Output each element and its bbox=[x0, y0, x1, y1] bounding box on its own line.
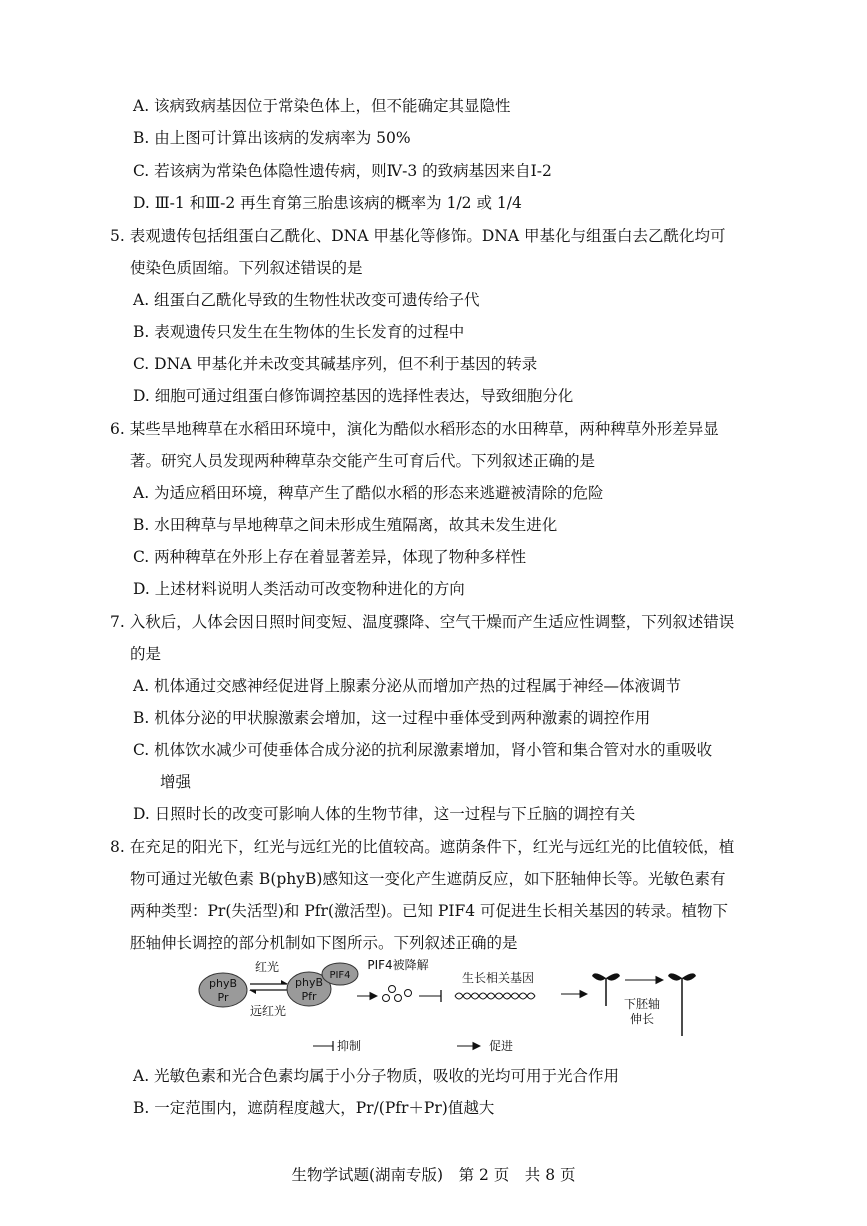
pif4-degraded-label: PIF4被降解 bbox=[367, 958, 429, 972]
phyb-pr-label-bottom: Pr bbox=[217, 991, 229, 1004]
red-light-label: 红光 bbox=[254, 960, 280, 974]
phyb-pr-label-top: phyB bbox=[208, 977, 238, 990]
q5-option-d: D. 细胞可通过组蛋白修饰调控基因的选择性表达，导致细胞分化 bbox=[133, 387, 574, 405]
q6-stem-line-1: 6. 某些旱地稗草在水稻田环境中，演化为酷似水稻形态的水田稗草，两种稗草外形差异显 bbox=[110, 420, 719, 438]
q4-option-a: A. 该病致病基因位于常染色体上，但不能确定其显隐性 bbox=[133, 97, 511, 115]
q5-option-b: B. 表观遗传只发生在生物体的生长发育的过程中 bbox=[133, 323, 465, 341]
q6-option-c: C. 两种稗草在外形上存在着显著差异，体现了物种多样性 bbox=[133, 548, 527, 566]
q4-option-d: D. Ⅲ-1 和Ⅲ-2 再生育第三胎患该病的概率为 1/2 或 1/4 bbox=[133, 194, 522, 212]
seedling-elongated-icon bbox=[668, 973, 696, 1036]
q5-stem-line-2: 使染色质固缩。下列叙述错误的是 bbox=[130, 259, 363, 277]
q5-option-a: A. 组蛋白乙酰化导致的生物性状改变可遗传给子代 bbox=[133, 291, 480, 309]
q8-option-b: B. 一定范围内，遮荫程度越大，Pr/(Pfr＋Pr)值越大 bbox=[133, 1099, 495, 1117]
phyb-pfr-label-bottom: Pfr bbox=[301, 990, 317, 1003]
phyb-pr-node bbox=[199, 973, 247, 1007]
q6-option-d: D. 上述材料说明人类活动可改变物种进化的方向 bbox=[133, 580, 465, 598]
legend-promote-label: 促进 bbox=[489, 1039, 514, 1053]
seedling-short-icon bbox=[592, 973, 620, 1006]
q4-option-b: B. 由上图可计算出该病的发病率为 50% bbox=[133, 129, 411, 147]
hypocotyl-label-line-2: 伸长 bbox=[629, 1012, 655, 1026]
phyb-pfr-label-top: phyB bbox=[294, 976, 324, 989]
q4-option-c: C. 若该病为常染色体隐性遗传病，则Ⅳ-3 的致病基因来自Ⅰ-2 bbox=[133, 162, 552, 180]
q8-stem-line-3: 两种类型：Pr(失活型)和 Pfr(激活型)。已知 PIF4 可促进生长相关基因的转录。植物下 bbox=[130, 902, 729, 920]
q7-option-b: B. 机体分泌的甲状腺激素会增加，这一过程中垂体受到两种激素的调控作用 bbox=[133, 709, 651, 727]
q7-option-a: A. 机体通过交感神经促进肾上腺素分泌从而增加产热的过程属于神经—体液调节 bbox=[133, 677, 682, 695]
hypocotyl-mechanism-figure bbox=[195, 952, 715, 1060]
q5-option-c: C. DNA 甲基化并未改变其碱基序列，但不利于基因的转录 bbox=[133, 355, 538, 373]
q8-stem-line-2: 物可通过光敏色素 B(phyB)感知这一变化产生遮荫反应，如下胚轴伸长等。光敏色素有 bbox=[130, 870, 726, 888]
q8-stem-line-1: 8. 在充足的阳光下，红光与远红光的比值较高。遮荫条件下，红光与远红光的比值较低，植 bbox=[110, 838, 735, 856]
pif4-label: PIF4 bbox=[329, 970, 351, 981]
q7-option-c-line-2: 增强 bbox=[160, 773, 192, 791]
q8-stem-line-4: 胚轴伸长调控的部分机制如下图所示。下列叙述正确的是 bbox=[130, 934, 518, 952]
hypocotyl-label-line-1: 下胚轴 bbox=[623, 997, 661, 1011]
q8-option-a: A. 光敏色素和光合色素均属于小分子物质，吸收的光均可用于光合作用 bbox=[133, 1067, 620, 1085]
q7-stem-line-2: 的是 bbox=[130, 645, 162, 663]
dna-helix-icon bbox=[455, 993, 535, 999]
figure-legend bbox=[313, 1038, 513, 1053]
q7-stem-line-1: 7. 入秋后，人体会因日照时间变短、温度骤降、空气干燥而产生适应性调整，下列叙述错误 bbox=[110, 613, 735, 631]
pif4-node bbox=[322, 963, 358, 985]
degraded-fragments bbox=[383, 986, 412, 1002]
page-footer: 生物学试题(湖南专版) 第 2 页 共 8 页 bbox=[291, 1166, 576, 1184]
q6-option-a: A. 为适应稻田环境，稗草产生了酷似水稻的形态来逃避被清除的危险 bbox=[133, 484, 604, 502]
q7-option-c-line-1: C. 机体饮水减少可使垂体合成分泌的抗利尿激素增加，肾小管和集合管对水的重吸收 bbox=[133, 741, 713, 759]
q6-option-b: B. 水田稗草与旱地稗草之间未形成生殖隔离，故其未发生进化 bbox=[133, 516, 558, 534]
far-red-label: 远红光 bbox=[249, 1004, 287, 1018]
q6-stem-line-2: 著。研究人员发现两种稗草杂交能产生可育后代。下列叙述正确的是 bbox=[130, 452, 596, 470]
legend-inhibit-label: 抑制 bbox=[337, 1039, 362, 1053]
growth-genes-label: 生长相关基因 bbox=[461, 971, 535, 985]
q7-option-d: D. 日照时长的改变可影响人体的生物节律，这一过程与下丘脑的调控有关 bbox=[133, 805, 636, 823]
q5-stem-line-1: 5. 表观遗传包括组蛋白乙酰化、DNA 甲基化等修饰。DNA 甲基化与组蛋白去乙酰化均可 bbox=[110, 227, 726, 245]
